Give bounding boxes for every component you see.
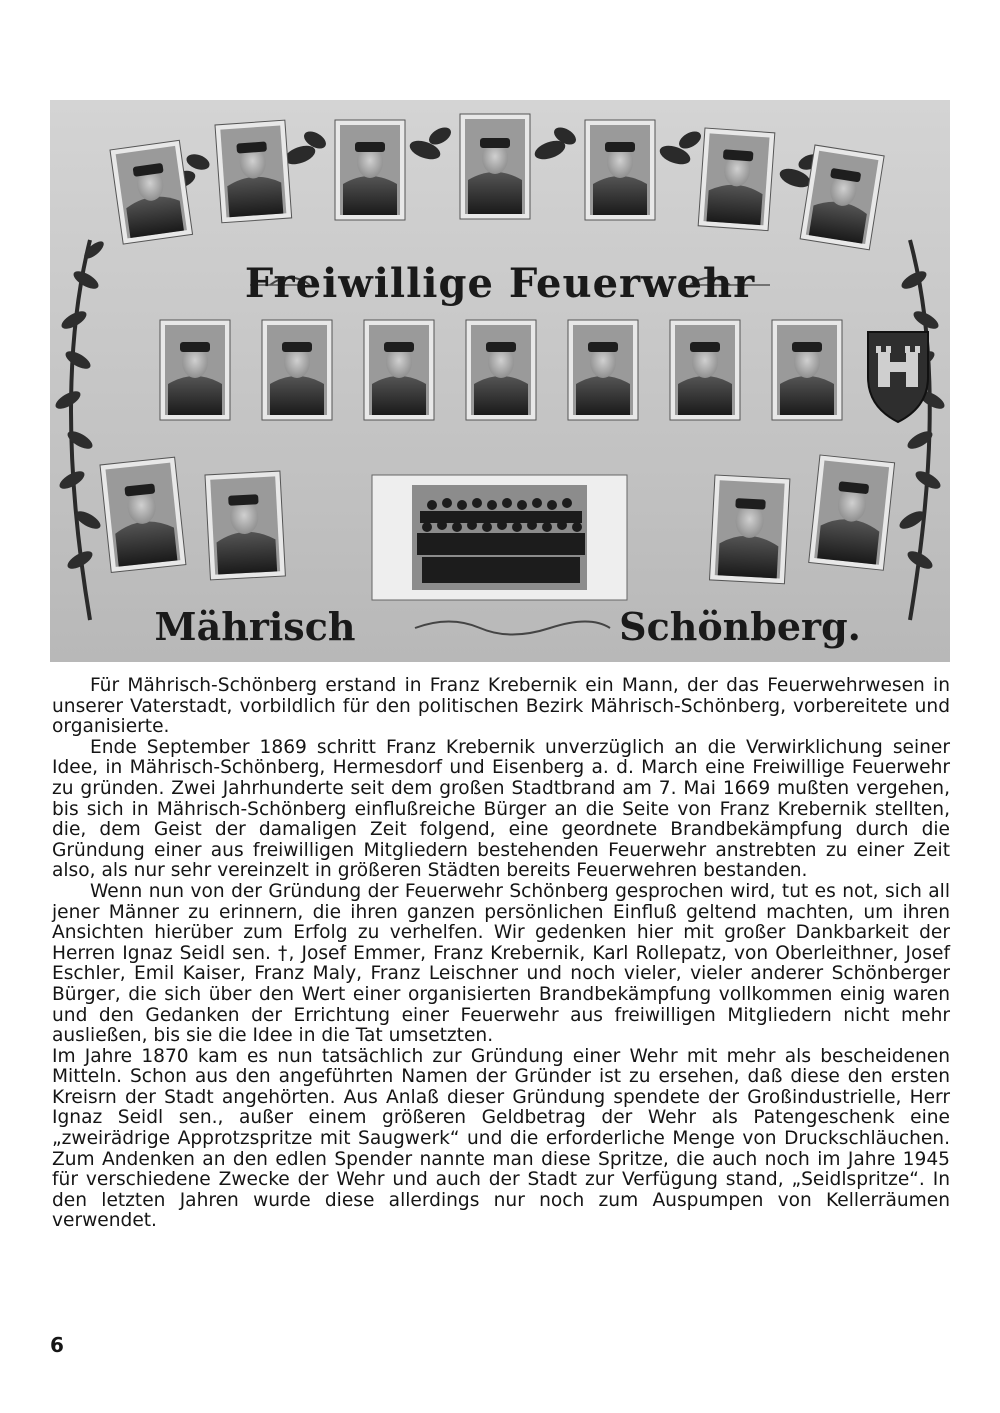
paragraph-2: Ende September 1869 schritt Franz Krebernik unverzüglich an die Verwirklichung seiner Idee, in Mährisch-Schönberg, Hermesdorf und Eisenberg a. d. March eine Freiwillige Feuerwehr zu gründen. Zwei Jahrhunderte seit dem großen Stadtbrand am 7. Mai 1669 mußten vergehen, bis sich in Mährisch-Schönberg einflußreiche Bürger an die Seite von Franz Krebernik stellten, die, dem Geist der damaligen Zeit folgend, eine geordnete Brandbekämpfung durch die Gründung einer aus freiwilligen Mitgliedern bestehenden Feuerwehr anstrebten zu einer Zeit also, als nur sehr vereinzelt in größeren Städten bereits Feuerwehren bestanden. [52,736,950,882]
plate-title: Freiwillige Feuerwehr [244,260,756,307]
page-number: 6 [50,1333,64,1357]
paragraph-1: Für Mährisch-Schönberg erstand in Franz Krebernik ein Mann, der das Feuerwehrwesen in unserer Vaterstadt, vorbildlich für den politischen Bezirk Mährisch-Schönberg, vorbereitete und organisierte. [52,675,950,738]
paragraph-3: Wenn nun von der Gründung der Feuerwehr Schönberg gesprochen wird, tut es not, sich all jener Männer zu erinnern, die ihren ganzen persönlichen Einfluß geltend machten, um ihren Ansichten hierüber zum Erfolg zu verhelfen. Wir gedenken hier mit großer Dankbarkeit der Herren Ignaz Seidl sen. †, Josef Emmer, Franz Krebernik, Karl Rollepatz, von Oberleithner, Josef Eschler, Emil Kaiser, Franz Maly, Franz Leischner und noch vieler, vieler anderer Schönberger Bürger, die sich über den Wert einer organisierten Brandbekämpfung vollkommen einig waren und den Gedanken der Errichtung einer Feuerwehr aus freiwilligen Mitgliedern nicht mehr ausließen, bis sie die Idee in die Tat umsetzten. [52,880,950,1047]
body-text [52,676,950,1232]
town-name-left: Mährisch [154,604,356,649]
fire-brigade-photo-plate [50,100,950,662]
town-name-right: Schönberg. [619,604,861,649]
group-photo [372,475,627,600]
title-banner [245,260,770,307]
middle-row-portraits [160,320,842,420]
photo-collage [50,100,950,662]
paragraph-4: Im Jahre 1870 kam es nun tatsächlich zur Gründung einer Wehr mit mehr als bescheidenen Mitteln. Schon aus den angeführten Namen der Gründer ist zu ersehen, daß diese den ersten Kreisrn der Stadt angehörten. Aus Anlaß dieser Gründung spendete der Großindustrielle, Herr Ignaz Seidl sen., außer einem größeren Geldbetrag der Wehr als Patengeschenk eine „zweirädrige Approtzspritze mit Saugwerk“ und die erforderliche Menge von Druckschläuchen. Zum Andenken an den edlen Spender nannte man diese Spritze, die auch noch im Jahre 1945 für verschiedene Zwecke der Wehr und auch der Stadt zur Verfügung stand, „Seidlspritze“. In den letzten Jahren wurde diese allerdings nur noch zum Auspumpen von Kellerräumen verwendet. [52,1045,950,1232]
